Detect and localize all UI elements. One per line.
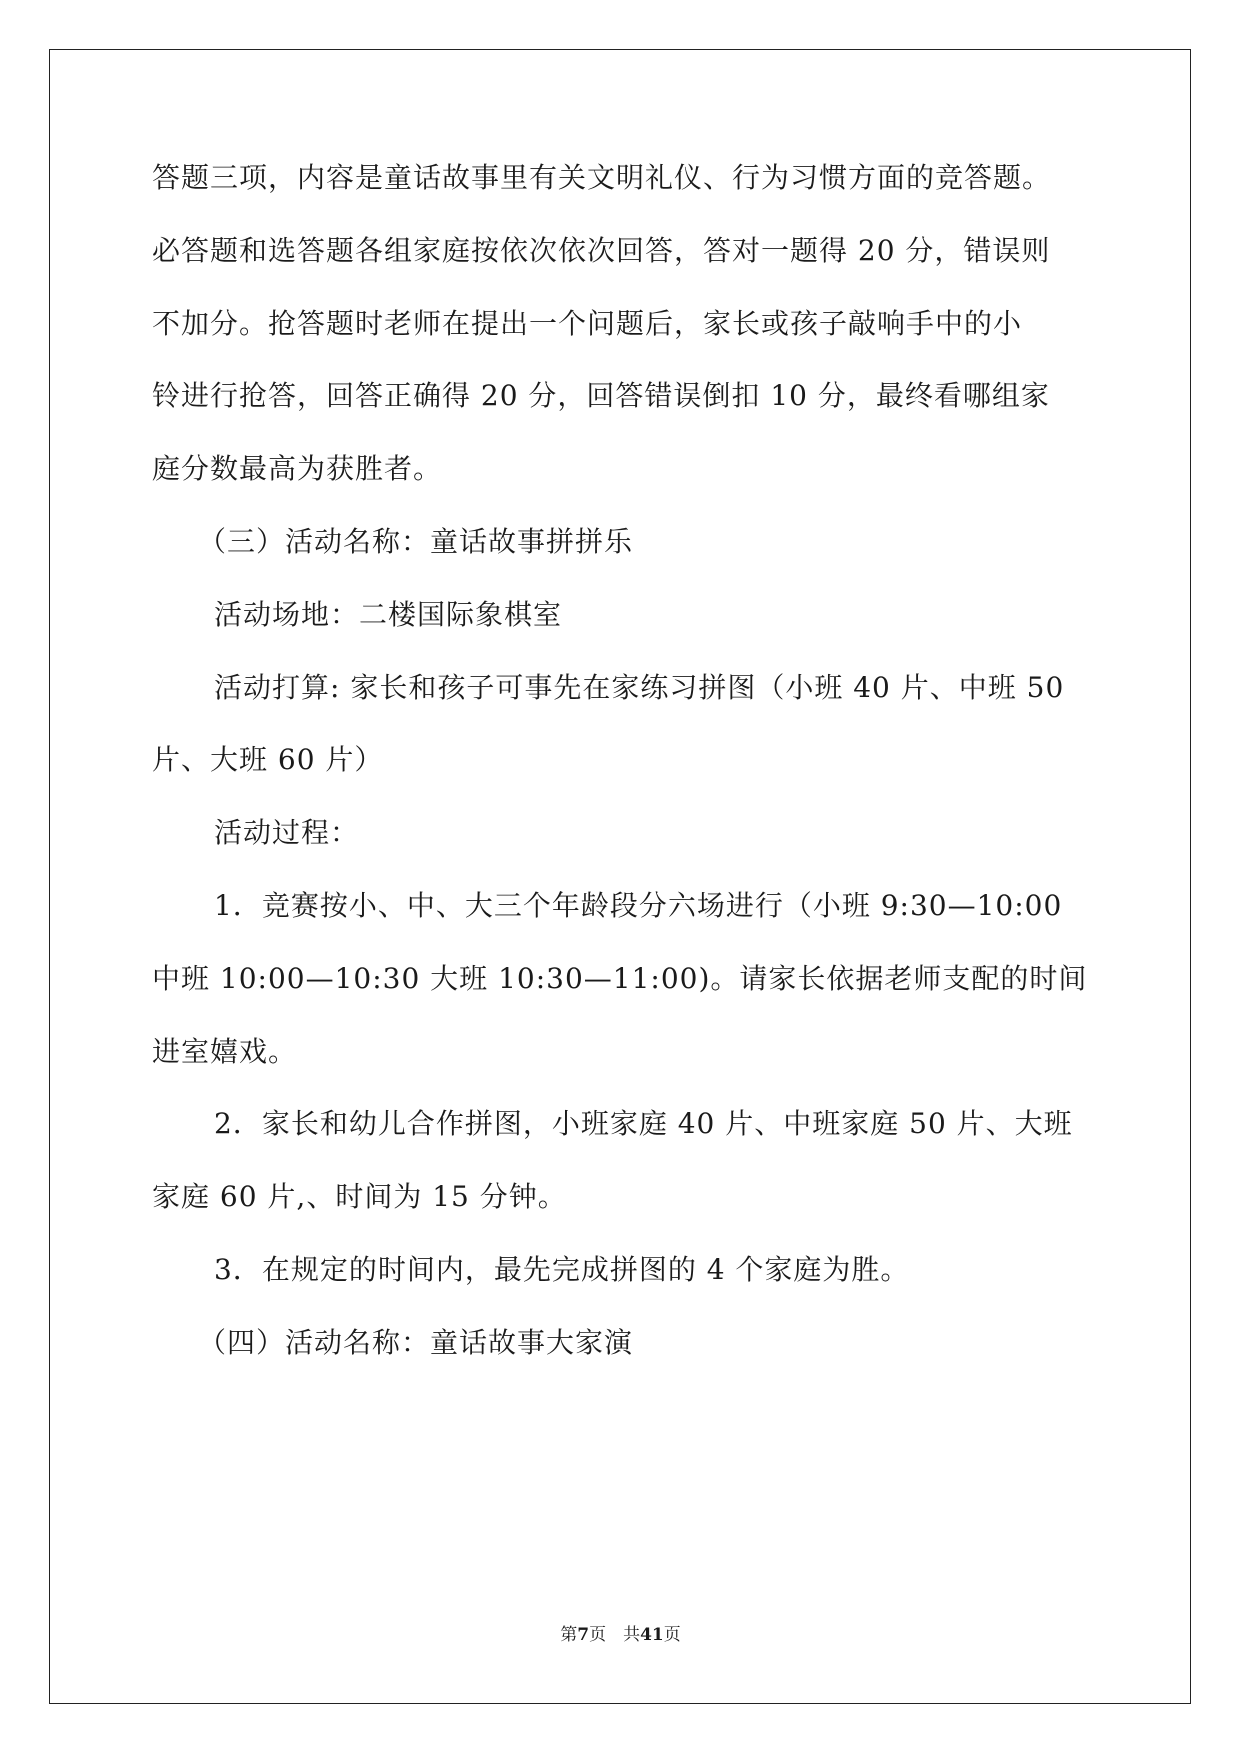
body-line: 庭分数最高为获胜者。 (152, 452, 443, 485)
body-line: 片、大班 60 片） (152, 743, 384, 776)
section-heading: （四）活动名称：童话故事大家演 (198, 1326, 634, 1359)
footer-mid: 页 共 (589, 1625, 641, 1645)
footer-suffix: 页 (663, 1625, 681, 1645)
current-page-number: 7 (577, 1625, 590, 1645)
body-line: 不加分。抢答题时老师在提出一个问题后，家长或孩子敲响手中的小 (152, 307, 1023, 340)
page-border (49, 49, 1191, 1704)
page-footer (0, 1623, 1241, 1647)
body-line: 活动过程： (214, 816, 360, 849)
body-line: 家庭 60 片,、时间为 15 分钟。 (152, 1180, 567, 1213)
section-heading: （三）活动名称：童话故事拼拼乐 (198, 525, 634, 558)
body-line: 进室嬉戏。 (152, 1035, 298, 1068)
body-line: 活动打算: 家长和孩子可事先在家练习拼图（小班 40 片、中班 50 (214, 671, 1065, 704)
list-item: 3．在规定的时间内，最先完成拼图的 4 个家庭为胜。 (214, 1253, 910, 1286)
body-line: 必答题和选答题各组家庭按依次依次回答，答对一题得 20 分，错误则 (152, 234, 1051, 267)
body-line: 答题三项，内容是童话故事里有关文明礼仪、行为习惯方面的竞答题。 (152, 161, 1052, 194)
body-line: 中班 10:00—10:30 大班 10:30—11:00)。请家长依据老师支配的时间 (152, 962, 1088, 995)
footer-prefix: 第 (560, 1625, 578, 1645)
list-item: 2．家长和幼儿合作拼图，小班家庭 40 片、中班家庭 50 片、大班 (214, 1107, 1073, 1140)
list-item: 1．竞赛按小、中、大三个年龄段分六场进行（小班 9:30—10:00 (214, 889, 1063, 922)
body-line: 铃进行抢答，回答正确得 20 分，回答错误倒扣 10 分，最终看哪组家 (152, 379, 1050, 412)
body-line: 活动场地：二楼国际象棋室 (214, 598, 563, 631)
total-page-number: 41 (640, 1625, 664, 1645)
